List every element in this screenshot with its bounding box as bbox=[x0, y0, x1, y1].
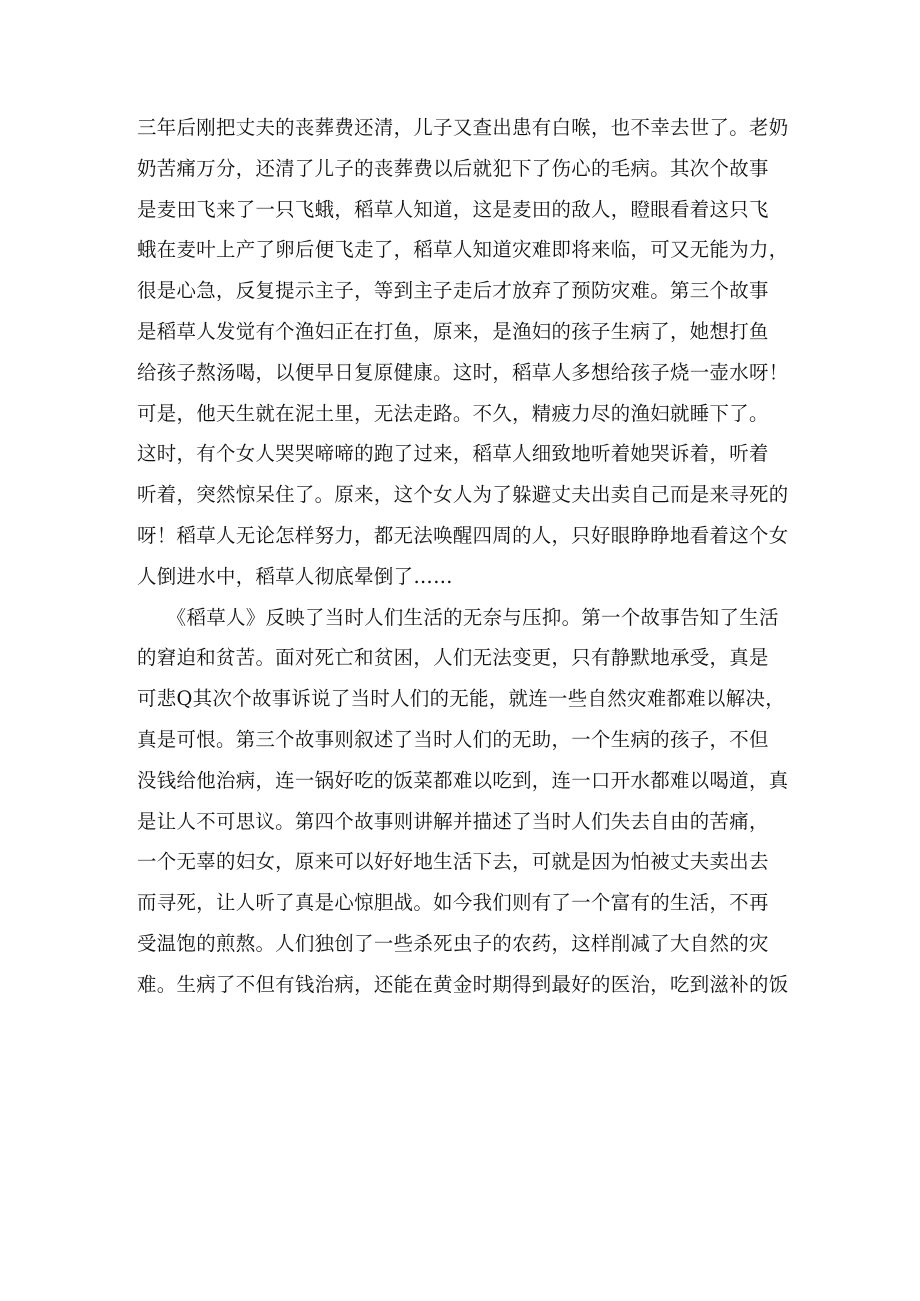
document-page bbox=[137, 108, 797, 1006]
text-line: 是让人不可思议。第四个故事则讲解并描述了当时人们失去自由的苦痛， bbox=[137, 809, 769, 833]
text-line: 人倒进水中，稻草人彻底晕倒了…… bbox=[137, 564, 453, 588]
text-line: 给孩子熬汤喝，以便早日复原健康。这时，稻草人多想给孩子烧一壶水呀！ bbox=[137, 360, 789, 384]
text-line: 一个无辜的妇女，原来可以好好地生活下去，可就是因为怕被丈夫卖出去 bbox=[137, 850, 769, 874]
text-line: 这时，有个女人哭哭啼啼的跑了过来，稻草人细致地听着她哭诉着，听着 bbox=[137, 442, 769, 466]
text-line: 可是，他天生就在泥土里，无法走路。不久，精疲力尽的渔妇就睡下了。 bbox=[137, 401, 769, 425]
text-line: 很是心急，反复提示主子，等到主子走后才放弃了预防灾难。第三个故事 bbox=[137, 279, 769, 303]
text-line: 三年后刚把丈夫的丧葬费还清，儿子又查出患有白喉，也不幸去世了。老奶 bbox=[137, 116, 789, 139]
text-line: 是麦田飞来了一只飞蛾，稻草人知道，这是麦田的敌人，瞪眼看着这只飞 bbox=[137, 197, 769, 221]
text-line: 听着，突然惊呆住了。原来，这个女人为了躲避丈夫出卖自己而是来寻死的 bbox=[137, 483, 789, 507]
text-line: 呀！稻草人无论怎样努力，都无法唤醒四周的人，只好眼睁睁地看着这个女 bbox=[137, 523, 789, 547]
text-line: 《稻草人》反映了当时人们生活的无奈与压抑。第一个故事告知了生活 bbox=[137, 605, 779, 629]
paragraph-reflection bbox=[137, 598, 797, 1006]
paragraph-story-summary bbox=[137, 108, 797, 598]
text-line: 是稻草人发觉有个渔妇正在打鱼，原来，是渔妇的孩子生病了，她想打鱼 bbox=[137, 319, 769, 343]
text-line: 奶苦痛万分，还清了儿子的丧葬费以后就犯下了伤心的毛病。其次个故事 bbox=[137, 156, 769, 180]
text-line: 蛾在麦叶上产了卵后便飞走了，稻草人知道灾难即将来临，可又无能为力， bbox=[137, 238, 789, 262]
text-line: 没钱给他治病，连一锅好吃的饭菜都难以吃到，连一口开水都难以喝道，真 bbox=[137, 768, 789, 792]
text-line: 的窘迫和贫苦。面对死亡和贫困，人们无法变更，只有静默地承受，真是 bbox=[137, 646, 769, 670]
text-line: 难。生病了不但有钱治病，还能在黄金时期得到最好的医治，吃到滋补的饭 bbox=[137, 972, 789, 996]
text-line: 可悲Q其次个故事诉说了当时人们的无能，就连一些自然灾难都难以解决， bbox=[137, 687, 785, 711]
text-line: 而寻死，让人听了真是心惊胆战。如今我们则有了一个富有的生活，不再 bbox=[137, 891, 769, 915]
text-line: 受温饱的煎熬。人们独创了一些杀死虫子的农药，这样削减了大自然的灾 bbox=[137, 931, 769, 955]
text-line: 真是可恨。第三个故事则叙述了当时人们的无助，一个生病的孩子，不但 bbox=[137, 727, 769, 751]
